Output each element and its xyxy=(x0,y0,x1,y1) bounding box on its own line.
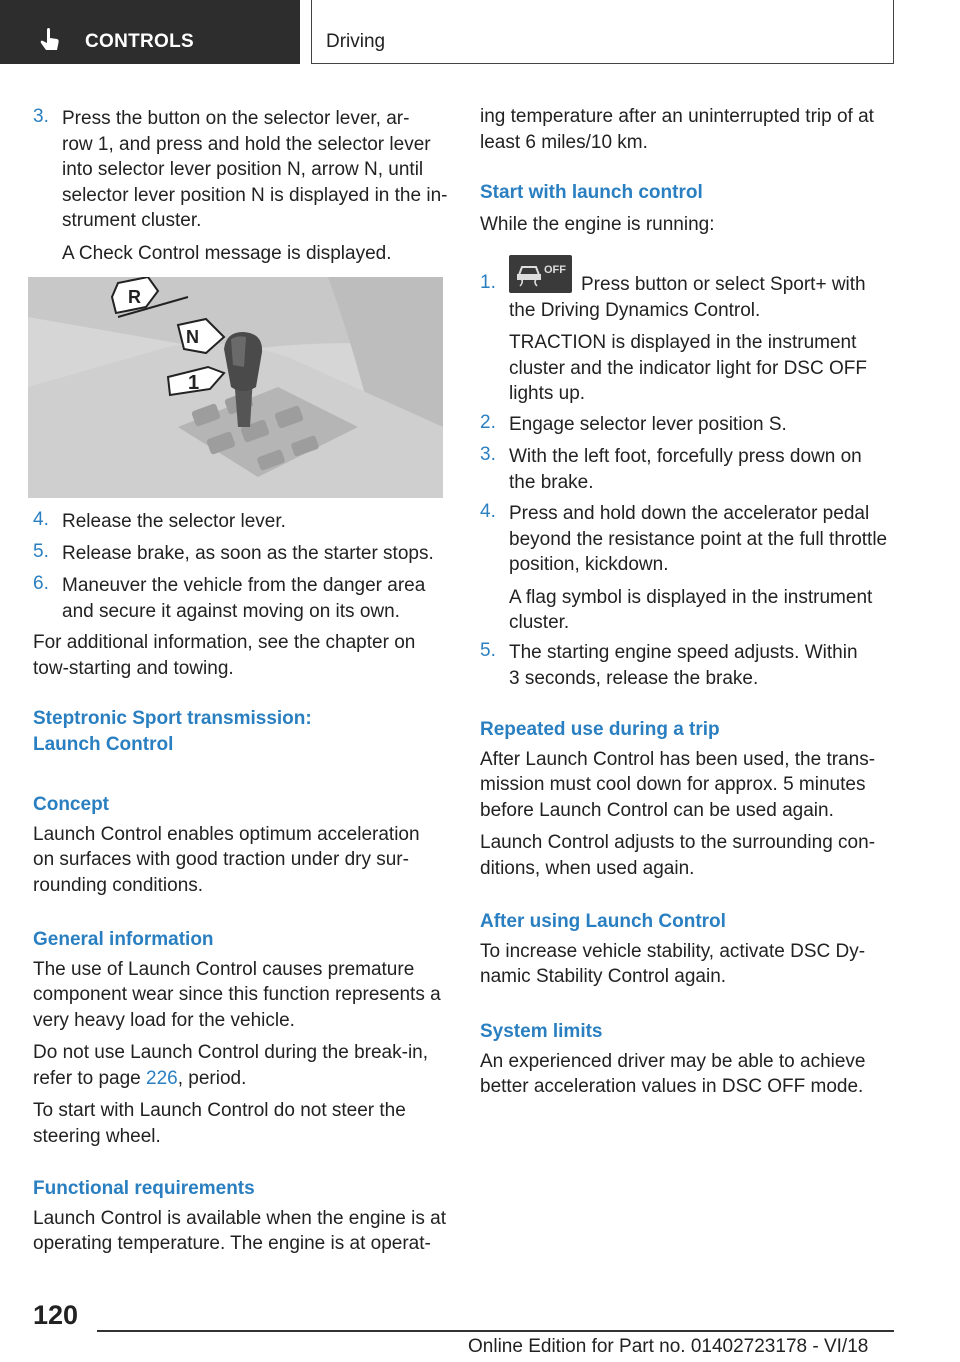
text-line: beyond the resistance point at the full throttle xyxy=(509,528,888,550)
heading-functional: Functional requirements xyxy=(33,1178,255,1199)
section-general xyxy=(33,927,453,1149)
step-4-text xyxy=(509,501,904,636)
page-link[interactable]: 226 xyxy=(146,1067,178,1089)
text-line: before Launch Control can be used again. xyxy=(480,799,834,821)
text-line: position, kickdown. xyxy=(509,554,669,575)
selector-lever-illustration xyxy=(28,277,443,498)
text-line: rounding conditions. xyxy=(33,874,204,896)
text-line: ditions, when used again. xyxy=(480,857,695,879)
footer-divider xyxy=(97,1330,894,1332)
step-4-text xyxy=(62,509,452,535)
step-number: 2. xyxy=(480,412,496,433)
step-number: 6. xyxy=(33,573,49,594)
para-additional xyxy=(33,630,453,681)
text-line: While the engine is running: xyxy=(480,213,715,235)
section-title: CONTROLS xyxy=(85,31,195,52)
step-3-text xyxy=(509,444,899,495)
section-after xyxy=(480,909,900,990)
arrow-label-r: R xyxy=(128,287,141,307)
text-line: very heavy load for the vehicle. xyxy=(33,1009,295,1031)
text-line: row 1, and press and hold the selector lever xyxy=(62,133,431,155)
heading-line: Launch Control xyxy=(33,733,174,755)
main-heading xyxy=(33,706,453,757)
step-number: 4. xyxy=(480,501,496,522)
text-line: steering wheel. xyxy=(33,1125,161,1147)
step-number: 5. xyxy=(33,541,49,562)
para-continued xyxy=(480,104,900,155)
text-line: namic Stability Control again. xyxy=(480,966,727,987)
text-line: Release the selector lever. xyxy=(62,511,286,532)
text-line: strument cluster. xyxy=(62,210,202,231)
text-line: mission must cool down for approx. 5 minutes xyxy=(480,774,866,795)
text-line: With the left foot, forcefully press down on xyxy=(509,446,862,467)
text-line: To increase vehicle stability, activate DSC Dy- xyxy=(480,940,866,962)
step-number: 5. xyxy=(480,640,496,661)
text-line: the Driving Dynamics Control. xyxy=(509,299,761,321)
text-line: Maneuver the vehicle from the danger area xyxy=(62,575,426,596)
text-line: cluster. xyxy=(509,612,570,633)
step-number: 4. xyxy=(33,509,49,530)
heading-limits: System limits xyxy=(480,1021,603,1042)
text-line: into selector lever position N, arrow N, until xyxy=(62,159,424,180)
text-line: Press and hold down the accelerator pedal xyxy=(509,503,870,524)
text-line: TRACTION is displayed in the instrument xyxy=(509,332,857,353)
section-concept xyxy=(33,792,453,898)
text-line: To start with Launch Control do not steer the xyxy=(33,1100,406,1121)
step-number: 3. xyxy=(33,106,49,127)
section-repeated xyxy=(480,717,900,881)
heading-line: Steptronic Sport transmission: xyxy=(33,708,312,729)
step-2-text xyxy=(509,412,899,438)
button-label: OFF xyxy=(544,264,566,276)
text-line: component wear since this function represents a xyxy=(33,984,441,1005)
heading-repeated: Repeated use during a trip xyxy=(480,719,720,740)
text-line: After Launch Control has been used, the trans- xyxy=(480,748,876,770)
text-line: operating temperature. The engine is at operat- xyxy=(33,1233,431,1254)
text-line: least 6 miles/10 km. xyxy=(480,131,648,153)
step-5-text xyxy=(62,541,452,567)
step-3-text xyxy=(62,106,452,266)
text-line: The starting engine speed adjusts. Within xyxy=(509,642,858,663)
text-line: on surfaces with good traction under dry sur- xyxy=(33,849,409,870)
heading-general: General information xyxy=(33,929,214,950)
heading-concept: Concept xyxy=(33,794,109,815)
step-note: A Check Control message is displayed. xyxy=(62,242,392,264)
section-start xyxy=(480,180,900,237)
chapter-tab xyxy=(311,0,894,64)
text-line: A flag symbol is displayed in the instrument xyxy=(509,586,873,608)
text-line: Do not use Launch Control during the break-in, xyxy=(33,1042,429,1063)
text-segment: , period. xyxy=(177,1067,247,1089)
text-line: tow-starting and towing. xyxy=(33,657,234,679)
step-1-text xyxy=(509,272,899,407)
text-line: cluster and the indicator light for DSC OFF xyxy=(509,357,867,379)
step-6-text xyxy=(62,573,452,624)
section-functional xyxy=(33,1176,453,1257)
heading-start: Start with launch control xyxy=(480,182,703,203)
text-line: Launch Control enables optimum acceleration xyxy=(33,823,420,845)
section-limits xyxy=(480,1019,900,1100)
text-line: The use of Launch Control causes premature xyxy=(33,958,415,980)
text-line: ing temperature after an uninterrupted trip of at xyxy=(480,106,874,127)
selector-lever-figure xyxy=(28,277,443,498)
text-line: selector lever position N is displayed in the in- xyxy=(62,184,448,206)
footer-edition: Online Edition for Part no. 01402723178 - VI/18 xyxy=(468,1336,869,1357)
text-line: Launch Control adjusts to the surrounding con- xyxy=(480,832,876,853)
text-line: the brake. xyxy=(509,471,594,493)
hand-pointer-icon xyxy=(40,28,60,52)
text-line: An experienced driver may be able to achieve xyxy=(480,1050,866,1072)
step-number: 3. xyxy=(480,444,496,465)
text-line: For additional information, see the chapter on xyxy=(33,632,416,653)
step-5-text xyxy=(509,640,899,691)
arrow-label-n: N xyxy=(186,327,199,347)
text-line: Engage selector lever position S. xyxy=(509,414,787,435)
text-line: Release brake, as soon as the starter stops. xyxy=(62,543,434,564)
text-line: 3 seconds, release the brake. xyxy=(509,667,759,689)
text-line: Press button or select Sport+ with xyxy=(581,274,866,295)
text-line: Press the button on the selector lever, ar- xyxy=(62,108,410,129)
text-line xyxy=(33,1066,453,1092)
text-line: better acceleration values in DSC OFF mode. xyxy=(480,1076,864,1097)
step-number: 1. xyxy=(480,272,496,293)
text-line: and secure it against moving on its own. xyxy=(62,600,400,622)
arrow-label-1: 1 xyxy=(188,372,200,394)
text-segment: refer to page xyxy=(33,1067,147,1089)
text-line: lights up. xyxy=(509,383,586,404)
chapter-title: Driving xyxy=(326,31,386,52)
heading-after: After using Launch Control xyxy=(480,911,726,932)
text-line: Launch Control is available when the engine is at xyxy=(33,1207,446,1229)
page-number: 120 xyxy=(33,1300,79,1330)
